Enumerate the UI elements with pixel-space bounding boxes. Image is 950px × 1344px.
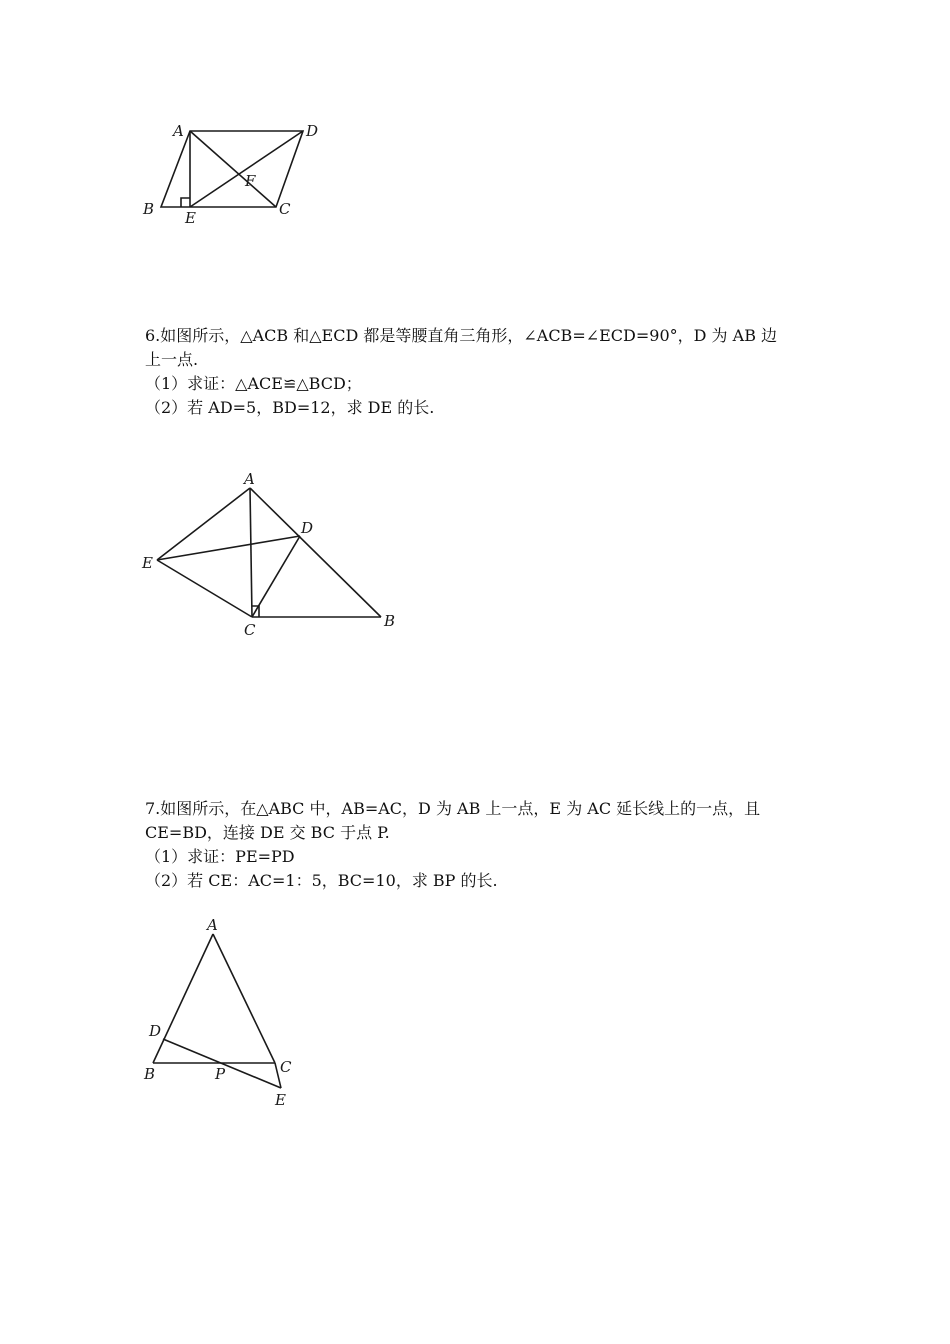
label-e: E bbox=[275, 1091, 286, 1109]
problem-7-statement-line1: 7.如图所示，在△ABC 中，AB=AC，D 为 AB 上一点，E 为 AC 延长线上的一点，且 bbox=[145, 799, 761, 818]
segment-ac bbox=[250, 488, 252, 617]
label-d: D bbox=[149, 1022, 162, 1040]
problem-6-part1: （1）求证：△ACE≌△BCD； bbox=[145, 374, 362, 393]
problem-7-diagram bbox=[0, 910, 950, 1120]
segment-ec bbox=[157, 560, 252, 617]
label-e: E bbox=[185, 209, 196, 227]
label-a: A bbox=[244, 470, 255, 488]
parallelogram-figure bbox=[0, 0, 950, 240]
label-f: F bbox=[245, 172, 256, 190]
parallelogram-diagram bbox=[0, 0, 950, 240]
label-c: C bbox=[244, 621, 256, 639]
problem-7-statement-line2: CE=BD，连接 DE 交 BC 于点 P. bbox=[145, 823, 390, 842]
problem-7-part1: （1）求证：PE=PD bbox=[145, 847, 295, 866]
label-a: A bbox=[173, 122, 184, 140]
problem-7 bbox=[145, 797, 815, 893]
label-c: C bbox=[280, 1058, 292, 1076]
label-a: A bbox=[207, 916, 218, 934]
label-b: B bbox=[384, 612, 396, 630]
problem-6-figure bbox=[0, 460, 950, 650]
problem-6-diagram bbox=[0, 460, 950, 650]
segment-dc bbox=[252, 536, 300, 617]
label-d: D bbox=[306, 122, 319, 140]
problem-6 bbox=[145, 324, 815, 420]
problem-6-part2: （2）若 AD=5，BD=12，求 DE 的长. bbox=[145, 398, 435, 417]
segment-ac bbox=[190, 131, 276, 207]
label-b: B bbox=[143, 200, 155, 218]
problem-7-part2: （2）若 CE：AC=1：5，BC=10，求 BP 的长. bbox=[145, 871, 498, 890]
label-e: E bbox=[142, 554, 153, 572]
label-b: B bbox=[144, 1065, 156, 1083]
segment-ab bbox=[250, 488, 381, 617]
segment-ed bbox=[190, 131, 303, 207]
segment-ae bbox=[157, 488, 250, 560]
segment-ab bbox=[153, 934, 213, 1063]
problem-6-statement-line1: 6.如图所示，△ACB 和△ECD 都是等腰直角三角形，∠ACB=∠ECD=90°，D 为 AB 边 bbox=[145, 326, 778, 345]
segment-ed bbox=[157, 536, 300, 560]
problem-6-statement-line2: 上一点. bbox=[145, 350, 199, 369]
right-angle-mark bbox=[181, 198, 190, 207]
label-c: C bbox=[279, 200, 291, 218]
label-d: D bbox=[301, 519, 314, 537]
label-p: P bbox=[215, 1065, 226, 1083]
problem-7-figure bbox=[0, 910, 950, 1120]
segment-ac bbox=[213, 934, 275, 1063]
